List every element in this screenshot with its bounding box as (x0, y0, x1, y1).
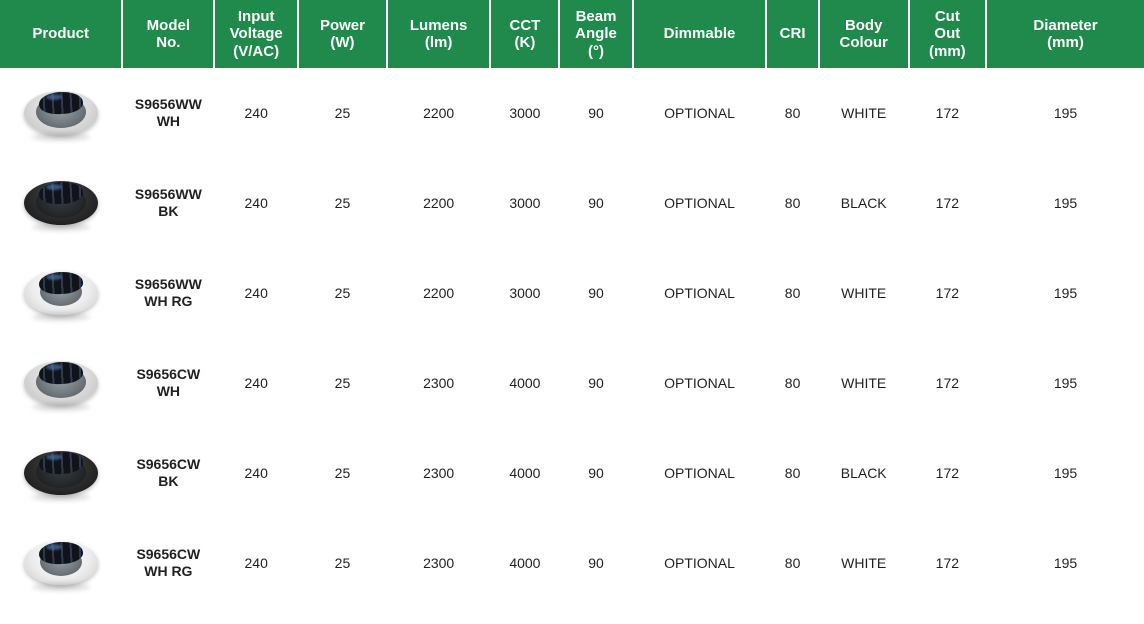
cell-dimmable: OPTIONAL (633, 248, 767, 338)
column-header-line: (V/AC) (233, 42, 280, 60)
model-number-line: S9656CW (136, 455, 201, 472)
table-row (0, 518, 1144, 608)
column-header-line: Dimmable (663, 25, 736, 43)
product-image-cell (0, 158, 122, 248)
column-header-body-colour (819, 0, 909, 68)
column-header-line: Angle (575, 25, 617, 43)
cell-cct: 3000 (490, 158, 559, 248)
cell-input-voltage: 240 (214, 248, 298, 338)
column-header-dimmable (633, 0, 767, 68)
downlight-shadow (32, 313, 90, 321)
cell-cri: 80 (766, 248, 818, 338)
column-header-line: Voltage (229, 25, 283, 43)
cell-power: 25 (298, 518, 387, 608)
column-header-line: Colour (839, 34, 888, 51)
cell-cri: 80 (766, 518, 818, 608)
cell-dimmable: OPTIONAL (633, 158, 767, 248)
column-header-line: (W) (330, 34, 355, 51)
cell-cri: 80 (766, 338, 818, 428)
cell-diameter: 195 (986, 158, 1144, 248)
cell-power: 25 (298, 158, 387, 248)
downlight-shadow (32, 493, 90, 501)
cell-cct: 3000 (490, 68, 559, 158)
cell-body-colour: WHITE (819, 248, 909, 338)
table-body (0, 68, 1144, 608)
product-image-cell (0, 428, 122, 518)
cell-input-voltage: 240 (214, 338, 298, 428)
cell-beam-angle: 90 (559, 428, 632, 518)
column-header-lumens (387, 0, 491, 68)
model-number-cell (122, 158, 214, 248)
model-number-line: WH (156, 113, 181, 129)
downlight-product-icon (24, 175, 98, 231)
downlight-product-icon (24, 265, 98, 321)
downlight-product-icon (24, 445, 98, 501)
cell-dimmable: OPTIONAL (633, 68, 767, 158)
cell-body-colour: WHITE (819, 68, 909, 158)
cell-input-voltage: 240 (214, 428, 298, 518)
column-header-line: (mm) (1047, 34, 1084, 51)
cell-power: 25 (298, 338, 387, 428)
column-header-line: No. (156, 34, 181, 51)
column-header-cct (490, 0, 559, 68)
cell-power: 25 (298, 428, 387, 518)
downlight-highlight (46, 454, 62, 460)
cell-cri: 80 (766, 68, 818, 158)
column-header-beam-angle (559, 0, 632, 68)
table-header-row (0, 0, 1144, 68)
table-row (0, 338, 1144, 428)
product-image-cell (0, 68, 122, 158)
model-number-line: BK (158, 473, 179, 489)
model-number-line: BK (158, 203, 179, 219)
cell-power: 25 (298, 248, 387, 338)
cell-dimmable: OPTIONAL (633, 338, 767, 428)
model-number-line: S9656WW (134, 95, 202, 112)
cell-diameter: 195 (986, 338, 1144, 428)
cell-diameter: 195 (986, 518, 1144, 608)
cell-input-voltage: 240 (214, 518, 298, 608)
downlight-shadow (32, 403, 90, 411)
model-number-line: WH (156, 383, 181, 399)
column-header-line: (lm) (424, 34, 453, 51)
column-header-diameter (986, 0, 1144, 68)
downlight-shadow (32, 133, 90, 141)
cell-cct: 3000 (490, 248, 559, 338)
cell-cct: 4000 (490, 338, 559, 428)
cell-lumens: 2200 (387, 68, 491, 158)
column-header-line: CRI (779, 25, 806, 43)
downlight-shadow (32, 223, 90, 231)
product-image-cell (0, 248, 122, 338)
downlight-highlight (46, 544, 62, 550)
column-header-line: (mm) (929, 42, 966, 60)
column-header-input-voltage (214, 0, 298, 68)
cell-cut-out: 172 (909, 518, 986, 608)
cell-power: 25 (298, 68, 387, 158)
cell-lumens: 2200 (387, 158, 491, 248)
column-header-line: Body (844, 16, 883, 34)
model-number-line: S9656CW (136, 365, 201, 382)
column-header-cut-out (909, 0, 986, 68)
cell-body-colour: BLACK (819, 428, 909, 518)
model-number-cell (122, 518, 214, 608)
cell-input-voltage: 240 (214, 68, 298, 158)
column-header-line: Beam (575, 8, 617, 26)
cell-diameter: 195 (986, 428, 1144, 518)
column-header-line: Power (319, 16, 365, 34)
cell-cut-out: 172 (909, 428, 986, 518)
cell-lumens: 2200 (387, 248, 491, 338)
downlight-product-icon (24, 355, 98, 411)
model-number-line: WH RG (144, 293, 193, 309)
cell-beam-angle: 90 (559, 158, 632, 248)
downlight-highlight (46, 184, 62, 190)
column-header-line: CCT (509, 16, 541, 34)
downlight-shadow (32, 583, 90, 591)
cell-lumens: 2300 (387, 428, 491, 518)
cell-cct: 4000 (490, 518, 559, 608)
cell-cut-out: 172 (909, 248, 986, 338)
cell-beam-angle: 90 (559, 68, 632, 158)
cell-cri: 80 (766, 428, 818, 518)
table-row (0, 428, 1144, 518)
cell-lumens: 2300 (387, 518, 491, 608)
model-number-line: S9656CW (136, 545, 201, 562)
column-header-line: Model (146, 16, 191, 34)
table-header (0, 0, 1144, 68)
cell-cut-out: 172 (909, 158, 986, 248)
column-header-product (0, 0, 122, 68)
column-header-cri (766, 0, 818, 68)
model-number-cell (122, 248, 214, 338)
cell-input-voltage: 240 (214, 158, 298, 248)
cell-body-colour: WHITE (819, 338, 909, 428)
cell-cut-out: 172 (909, 338, 986, 428)
model-number-cell (122, 68, 214, 158)
downlight-highlight (46, 364, 62, 370)
column-header-power (298, 0, 387, 68)
column-header-model-no (122, 0, 214, 68)
model-number-cell (122, 338, 214, 428)
column-header-line: Product (32, 25, 89, 43)
cell-body-colour: WHITE (819, 518, 909, 608)
column-header-line: Input (237, 8, 275, 26)
downlight-product-icon (24, 85, 98, 141)
cell-cct: 4000 (490, 428, 559, 518)
cell-lumens: 2300 (387, 338, 491, 428)
table-row (0, 158, 1144, 248)
cell-cut-out: 172 (909, 68, 986, 158)
cell-beam-angle: 90 (559, 248, 632, 338)
downlight-highlight (46, 94, 62, 100)
column-header-line: (K) (514, 34, 536, 51)
cell-diameter: 195 (986, 248, 1144, 338)
table-row (0, 68, 1144, 158)
cell-body-colour: BLACK (819, 158, 909, 248)
column-header-line: Lumens (409, 16, 468, 34)
model-number-line: S9656WW (134, 185, 202, 202)
column-header-line: Out (934, 25, 961, 43)
downlight-product-icon (24, 535, 98, 591)
column-header-line: Cut (934, 8, 960, 26)
column-header-line: Diameter (1033, 16, 1098, 34)
model-number-line: S9656WW (134, 275, 202, 292)
cell-cri: 80 (766, 158, 818, 248)
column-header-line: (°) (588, 42, 605, 60)
table-row (0, 248, 1144, 338)
model-number-line: WH RG (144, 563, 193, 579)
product-image-cell (0, 338, 122, 428)
cell-dimmable: OPTIONAL (633, 428, 767, 518)
cell-beam-angle: 90 (559, 338, 632, 428)
cell-beam-angle: 90 (559, 518, 632, 608)
cell-dimmable: OPTIONAL (633, 518, 767, 608)
downlight-highlight (46, 274, 62, 280)
model-number-cell (122, 428, 214, 518)
cell-diameter: 195 (986, 68, 1144, 158)
product-image-cell (0, 518, 122, 608)
